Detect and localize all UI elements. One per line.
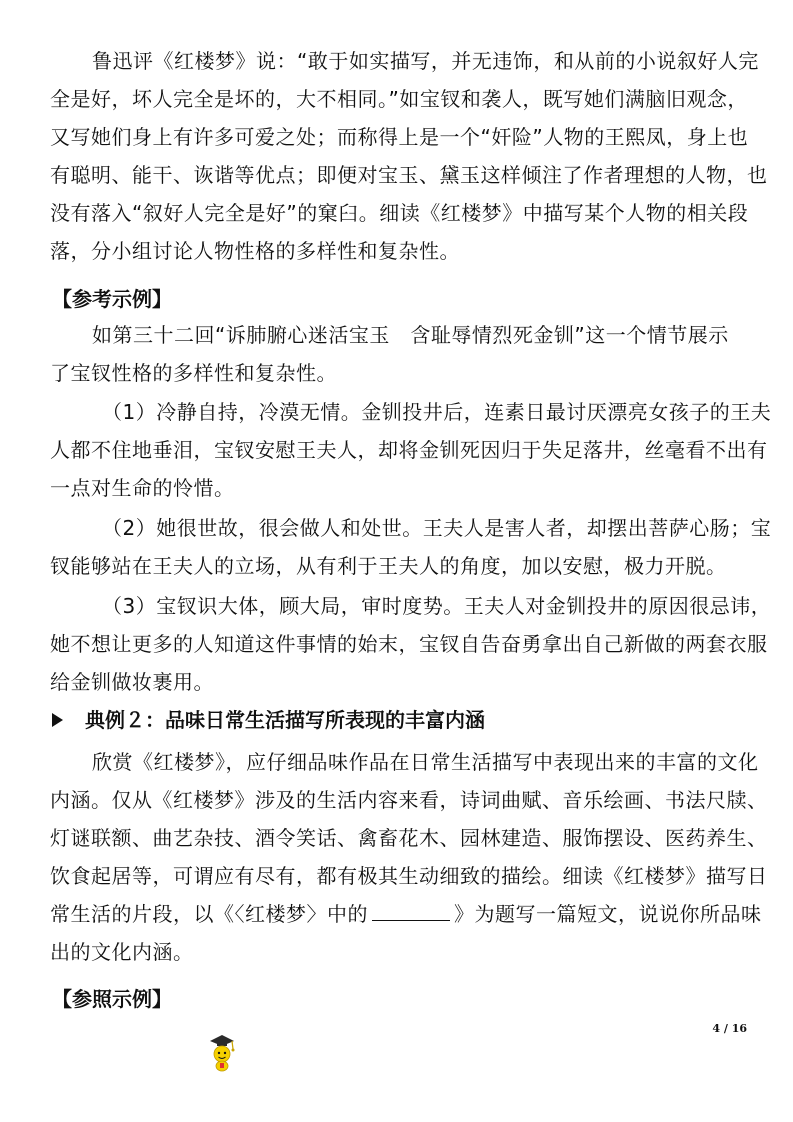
text-line: 有聪明、能干、诙谐等优点；即便对宝玉、黛玉这样倾注了作者理想的人物，也	[50, 163, 768, 187]
text-line	[50, 895, 762, 933]
example-intro-paragraph	[50, 316, 750, 392]
text-line: 没有落入“叙好人完全是好”的窠臼。细读《红楼梦》中描写某个人物的相关段	[50, 201, 749, 225]
arrow-bullet-icon	[52, 713, 63, 727]
text-line: 内涵。仅从《红楼梦》涉及的生活内容来看，诗词曲赋、音乐绘画、书法尺牍、	[50, 788, 768, 812]
text-line: 又写她们身上有许多可爱之处；而称得上是一个“奸险”人物的王熙凤，身上也	[50, 125, 749, 149]
point-2-paragraph	[50, 509, 772, 585]
text-line: 落，分小组讨论人物性格的多样性和复杂性。	[50, 239, 460, 263]
reference-example-heading: 【参考示例】	[52, 287, 172, 311]
text-line: （3）宝钗识大体，顾大局，审时度势。王夫人对金钏投井的原因很忌讳，	[102, 594, 772, 618]
text-line: （2）她很世故，很会做人和处世。王夫人是害人者，却摆出菩萨心肠；宝	[102, 516, 772, 540]
point-3-paragraph	[50, 587, 772, 701]
text-line: 全是好，坏人完全是坏的，大不相同。”如宝钗和袭人，既写她们满脑旧观念，	[50, 87, 748, 111]
text-line: 一点对生命的怜惜。	[50, 476, 235, 500]
example-2-title: 典例２：品味日常生活描写所表现的丰富内涵	[85, 708, 485, 732]
text-line: 鲁迅评《红楼梦》说：“敢于如实描写，并无违饰，和从前的小说叙好人完	[92, 49, 759, 73]
point-1-paragraph	[50, 393, 772, 507]
text-line: 饮食起居等，可谓应有尽有，都有极其生动细致的描绘。细读《红楼梦》描写日	[50, 864, 768, 888]
text-line: 灯谜联额、曲艺杂技、酒令笑话、禽畜花木、园林建造、服饰摆设、医药养生、	[50, 826, 768, 850]
text-line: （1）冷静自持，冷漠无情。金钏投井后，连素日最讨厌漂亮女孩子的王夫	[102, 400, 772, 424]
text-line: 了宝钗性格的多样性和复杂性。	[50, 361, 337, 385]
text-line: 出的文化内涵。	[50, 940, 194, 964]
graduate-mascot-logo	[207, 1032, 237, 1072]
text-fragment: 常生活的片段，以《〈红楼梦〉中的	[50, 902, 368, 926]
text-line: 人都不住地垂泪，宝钗安慰王夫人，却将金钏死因归于失足落井，丝毫看不出有	[50, 438, 768, 462]
text-line: 给金钏做妆裹用。	[50, 670, 214, 694]
reference-sample-heading: 【参照示例】	[52, 987, 172, 1011]
example-2-paragraph	[50, 743, 768, 971]
text-fragment: 》为题写一篇短文，说说你所品味	[454, 902, 762, 926]
page-number: 4 / 16	[712, 1022, 747, 1035]
intro-paragraph	[50, 42, 768, 270]
text-line: 她不想让更多的人知道这件事情的始末，宝钗自告奋勇拿出自己新做的两套衣服	[50, 632, 768, 656]
text-line: 如第三十二回“诉肺腑心迷活宝玉 含耻辱情烈死金钏”这一个情节展示	[92, 323, 729, 347]
text-line: 欣赏《红楼梦》，应仔细品味作品在日常生活描写中表现出来的丰富的文化	[92, 750, 759, 774]
fill-in-blank	[372, 900, 450, 921]
example-2-heading	[50, 705, 485, 735]
text-line: 钗能够站在王夫人的立场，从有利于王夫人的角度，加以安慰，极力开脱。	[50, 554, 727, 578]
